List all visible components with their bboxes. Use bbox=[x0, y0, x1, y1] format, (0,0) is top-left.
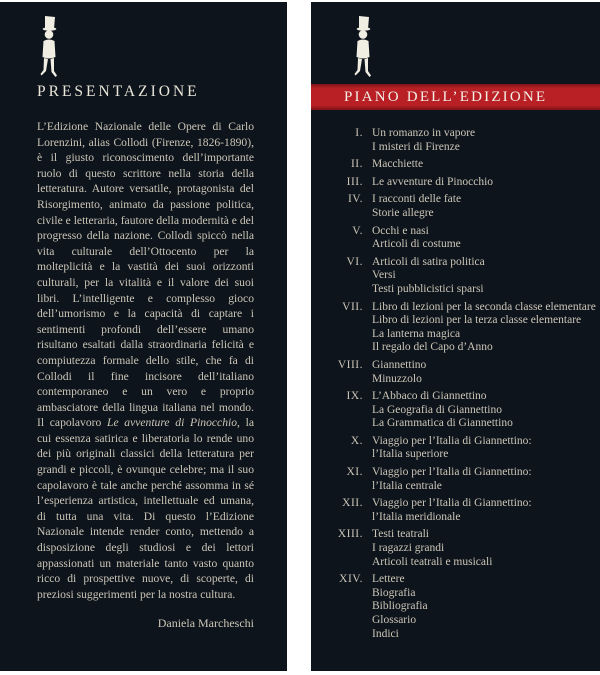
presentation-paragraph bbox=[37, 119, 254, 602]
title-line: Glossario bbox=[372, 614, 417, 626]
presentation-text-block bbox=[37, 119, 254, 632]
item-roman-numeral: XII. bbox=[342, 497, 363, 510]
item-roman-numeral: XI. bbox=[346, 466, 363, 479]
item-titles bbox=[372, 390, 513, 431]
author-signature: Daniela Marcheschi bbox=[157, 616, 254, 631]
title-line: I misteri di Firenze bbox=[372, 140, 460, 153]
title-line: Versi bbox=[372, 269, 396, 282]
item-roman-numeral: III. bbox=[346, 175, 363, 188]
edition-plan-item bbox=[311, 390, 600, 431]
edition-plan-item bbox=[311, 256, 600, 297]
title-line: Articoli di satira politica bbox=[372, 255, 485, 268]
item-titles bbox=[372, 193, 461, 220]
title-line: L’Abbaco di Giannettino bbox=[372, 390, 487, 403]
title-line: Minuzzolo bbox=[372, 372, 422, 385]
item-roman-numeral: VII. bbox=[342, 300, 363, 313]
edition-plan-banner-title: PIANO DELL’EDIZIONE bbox=[344, 88, 548, 105]
item-titles bbox=[372, 466, 532, 493]
title-line: Macchiette bbox=[372, 158, 424, 171]
title-line: Biografia bbox=[372, 586, 416, 599]
title-line: Le avventure di Pinocchio bbox=[372, 175, 494, 188]
item-titles bbox=[372, 256, 485, 297]
item-roman-numeral: X. bbox=[350, 434, 363, 447]
edition-plan-item bbox=[311, 528, 600, 569]
title-line: Libro di lezioni per la terza classe elementare bbox=[372, 314, 582, 327]
title-line: Lettere bbox=[372, 573, 405, 586]
title-line: Bibliografia bbox=[372, 600, 428, 613]
man-with-hat-logo-icon bbox=[30, 14, 68, 82]
item-titles bbox=[372, 573, 428, 641]
title-line: Il regalo del Capo d’Anno bbox=[372, 341, 493, 354]
item-roman-numeral: VI. bbox=[346, 255, 363, 268]
edition-plan-item bbox=[311, 193, 600, 220]
edition-plan-banner bbox=[311, 84, 600, 110]
book-title-italic: Le avventure di Pinocchio bbox=[107, 416, 238, 430]
item-titles bbox=[372, 497, 532, 524]
presentation-panel bbox=[0, 2, 287, 671]
edition-plan-item bbox=[311, 573, 600, 641]
edition-plan-panel bbox=[311, 2, 600, 671]
title-line: Indici bbox=[372, 627, 399, 640]
title-line: Un romanzo in vapore bbox=[372, 127, 476, 139]
title-line: Storie allegre bbox=[372, 206, 434, 219]
item-titles bbox=[372, 127, 475, 154]
edition-plan-item bbox=[311, 435, 600, 462]
title-line: Viaggio per l’Italia di Giannettino: bbox=[372, 497, 532, 510]
item-titles bbox=[372, 359, 426, 386]
edition-plan-item bbox=[311, 466, 600, 493]
item-titles bbox=[372, 435, 532, 462]
item-roman-numeral: XIV. bbox=[339, 573, 363, 586]
edition-plan-item bbox=[311, 127, 600, 154]
item-roman-numeral: V. bbox=[352, 224, 363, 237]
item-roman-numeral: VIII. bbox=[337, 358, 363, 371]
item-titles bbox=[372, 176, 493, 190]
title-line: Libro di lezioni per la seconda classe elementare bbox=[372, 300, 596, 313]
edition-plan-item bbox=[311, 176, 600, 190]
title-line: Testi pubblicistici sparsi bbox=[372, 282, 484, 295]
item-titles bbox=[372, 528, 492, 569]
title-line: l’Italia superiore bbox=[372, 448, 449, 461]
title-line: I ragazzi grandi bbox=[372, 542, 445, 555]
title-line: La Grammatica di Giannettino bbox=[372, 417, 513, 430]
title-line: Occhi e nasi bbox=[372, 224, 429, 237]
item-titles bbox=[372, 225, 461, 252]
man-with-hat-logo-icon bbox=[344, 14, 382, 82]
item-roman-numeral: XIII. bbox=[337, 528, 363, 541]
title-line: I racconti delle fate bbox=[372, 193, 462, 206]
title-line: l’Italia meridionale bbox=[372, 510, 461, 523]
item-roman-numeral: IV. bbox=[347, 193, 363, 206]
title-line: La Geografia di Giannettino bbox=[372, 403, 502, 416]
item-roman-numeral: I. bbox=[355, 127, 363, 139]
paragraph-text: L’Edizione Nazionale delle Opere di Carlo Lorenzini, alias Collodi (Firenze, 1826-1890), è il giusto riconoscimento dell’importante ruolo di questo scrittore nella storia della letteratura. Autore versatile, protagonista del Risorgimento, animato da passione politica, civile e letteraria, fautore della modernità e del progresso della nazione. Collodi spiccò nella vita culturale dell’Ottocento per la molteplicità e la vastità dei suoi orizzonti culturali, per la vitalità e il valore dei suoi libri. L’intelligente e complesso gioco dell’umorismo e la capacità di captare i sentimenti profondi dell’essere umano risultano esaltati dalla straordinaria felicità e compiutezza formale dello stile, che fa di Collodi il fine incisore dell’italiano contemporaneo e un vero e proprio ambasciatore della lingua italiana nel mondo. Il capolavoro bbox=[37, 120, 254, 430]
edition-plan-item bbox=[311, 497, 600, 524]
edition-plan-item bbox=[311, 301, 600, 355]
item-titles bbox=[372, 158, 423, 172]
edition-plan-item bbox=[311, 225, 600, 252]
title-line: Articoli teatrali e musicali bbox=[372, 555, 493, 568]
title-line: Viaggio per l’Italia di Giannettino: bbox=[372, 434, 532, 447]
paragraph-text: , la cui essenza satirica e liberatoria lo rende uno dei più originali classici della letteratura per grandi e piccoli, è ovunque celebre; ma il suo capolavoro è tale anche perché assomma in sé l’esperienza artistica, intellettuale ed umana, di tutta una vita. Di questo l’Edizione Nazionale intende render conto, mettendo a disposizione degli studiosi e dei lettori appassionati un materiale tanto vasto quanto ricco di prospettive nuove, di scoperte, di preziosi suggerimenti per la nostra cultura. bbox=[37, 416, 254, 601]
title-line: Articoli di costume bbox=[372, 238, 461, 251]
edition-plan-item bbox=[311, 359, 600, 386]
item-roman-numeral: IX. bbox=[346, 390, 363, 403]
edition-plan-item bbox=[311, 158, 600, 172]
item-titles bbox=[372, 301, 596, 355]
presentation-heading: PRESENTAZIONE bbox=[37, 83, 200, 100]
title-line: Testi teatrali bbox=[372, 528, 429, 541]
edition-plan-list bbox=[311, 127, 600, 645]
item-roman-numeral: II. bbox=[350, 158, 363, 171]
title-line: l’Italia centrale bbox=[372, 479, 442, 492]
title-line: Giannettino bbox=[372, 358, 427, 371]
title-line: La lanterna magica bbox=[372, 327, 461, 340]
title-line: Viaggio per l’Italia di Giannettino: bbox=[372, 466, 532, 479]
